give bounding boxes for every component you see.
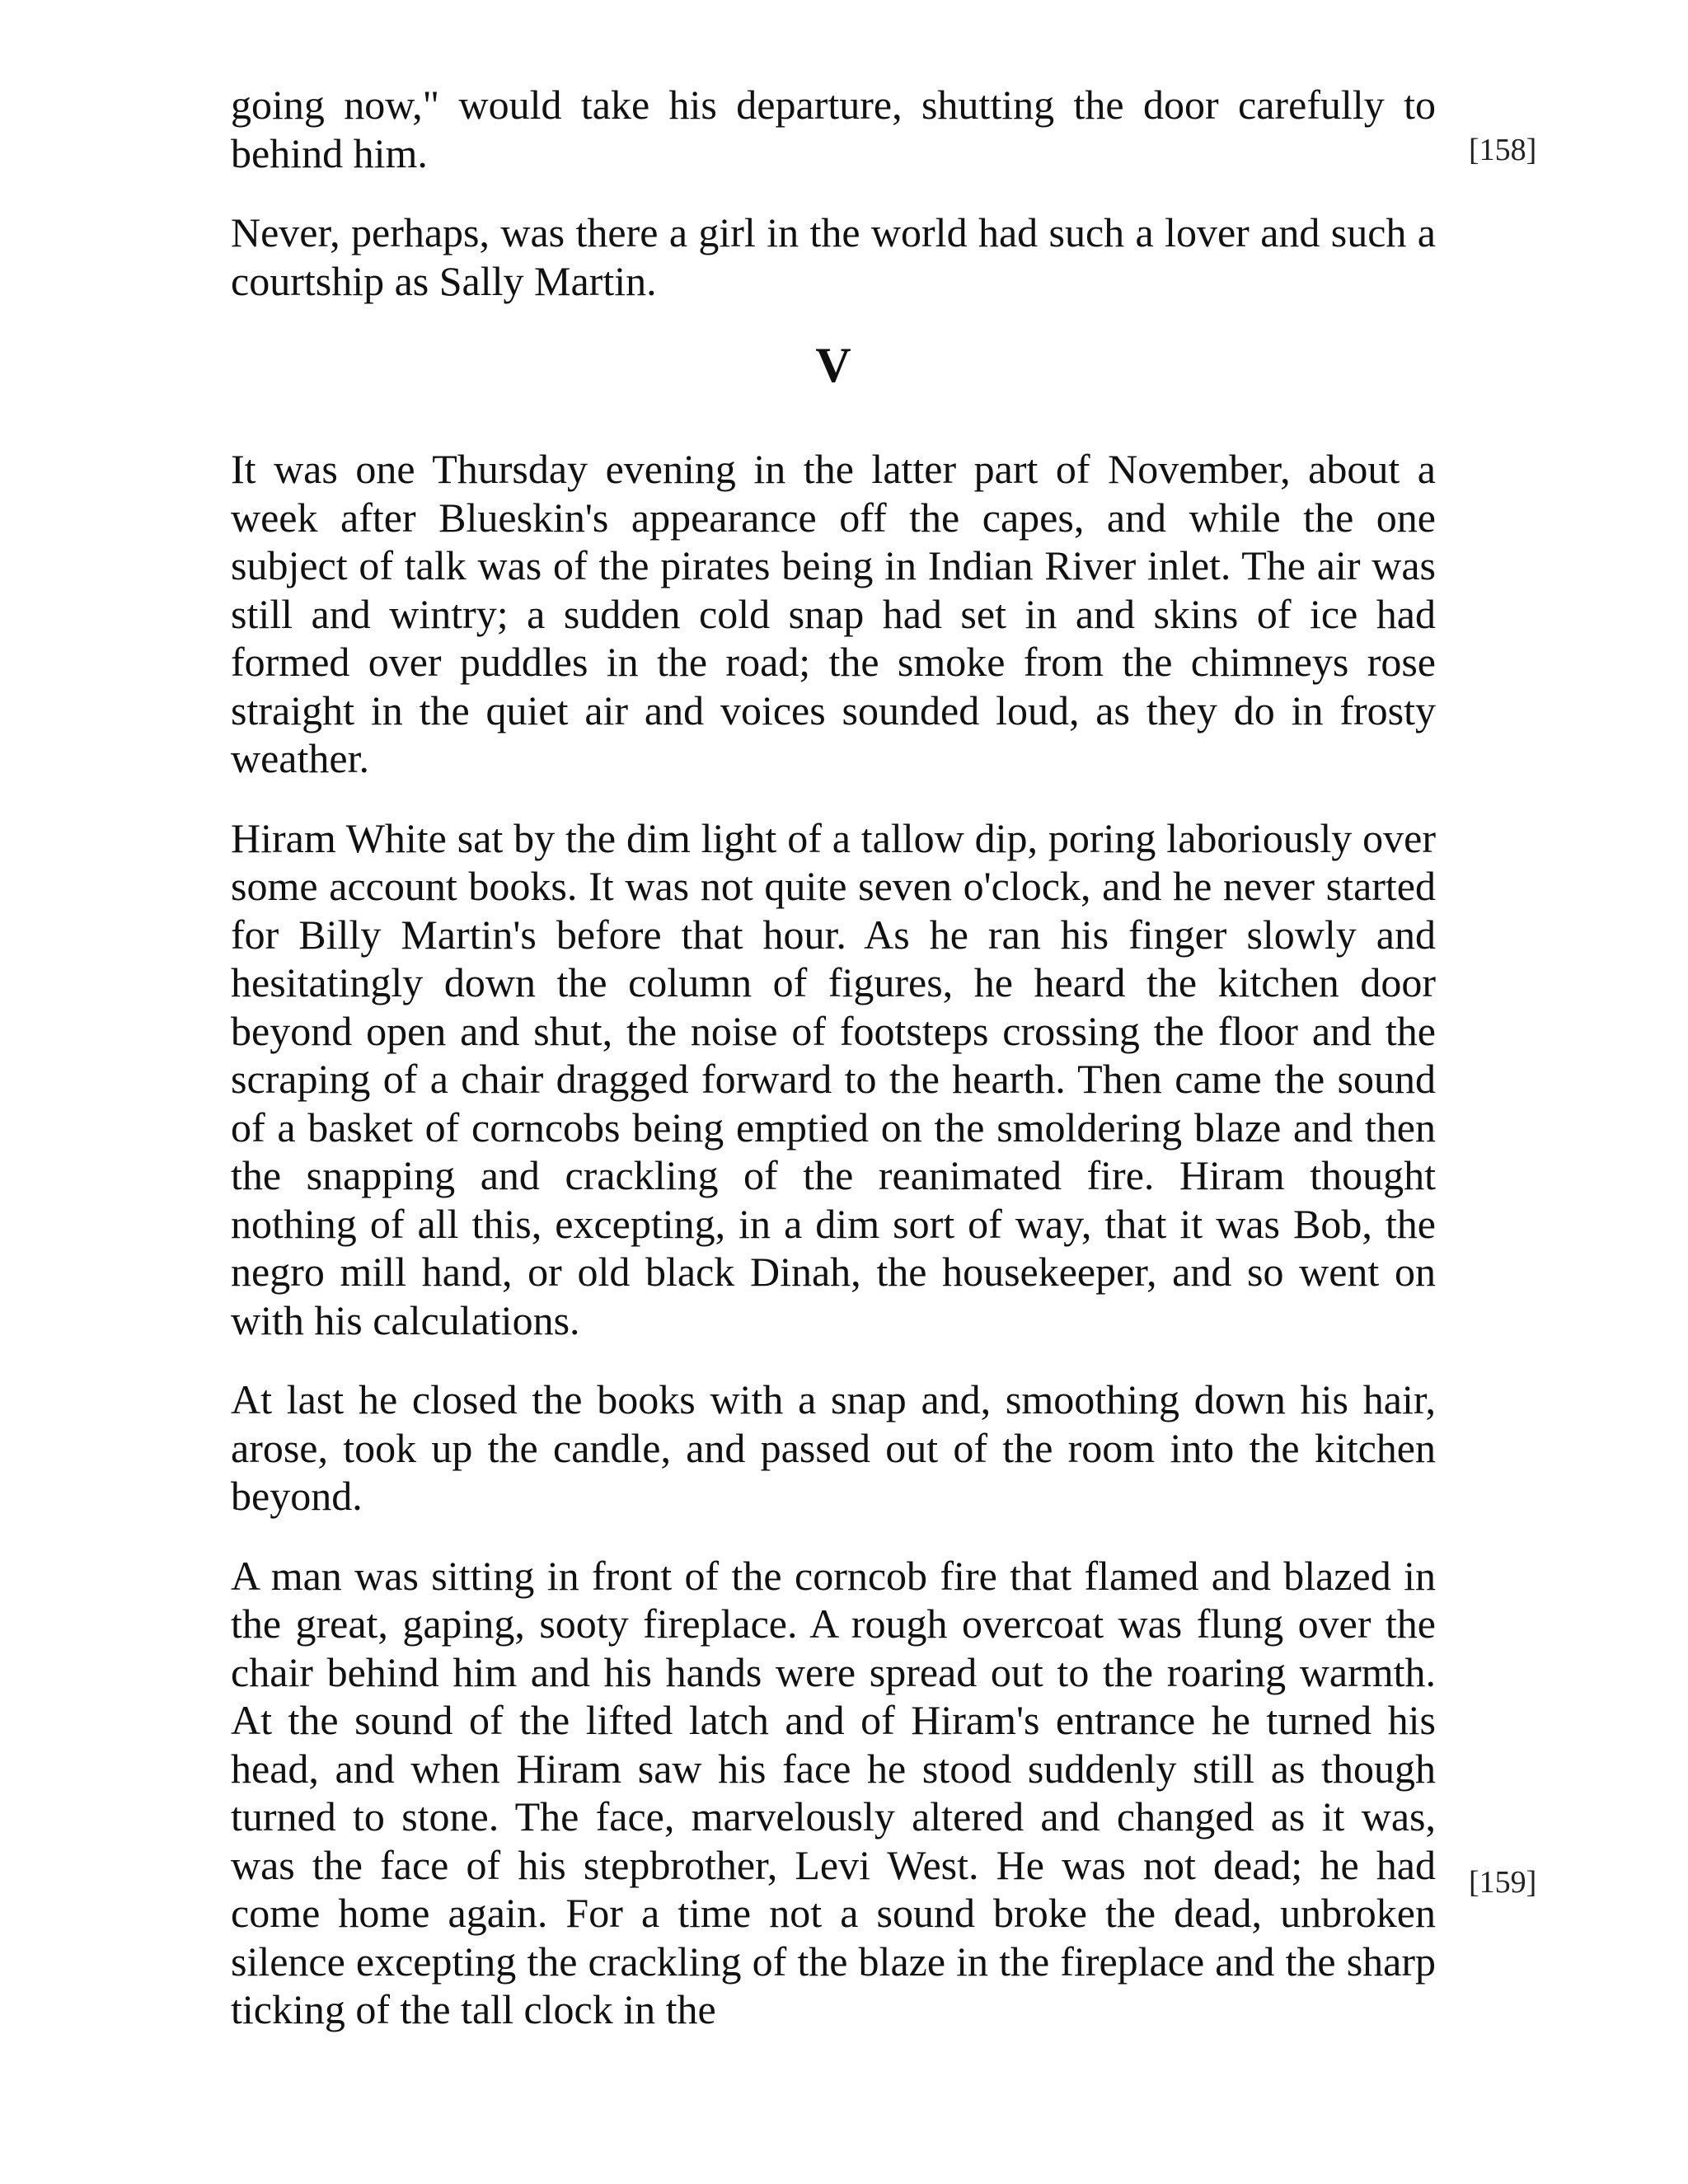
page-number-159: [159]	[1469, 1865, 1537, 1900]
paragraph-4: Hiram White sat by the dim light of a tallow dip, poring laboriously over some account books. It was not quite seven o'clock, and he never started for Billy Martin's before that hour. As he ran his finger slowly and hesitatingly down the column of figures, he heard the kitchen door beyond open and shut, the noise of footsteps crossing the floor and the scraping of a chair dragged forward to the hearth. Then came the sound of a basket of corncobs being emptied on the smoldering blaze and then the snapping and crackling of the reanimated fire. Hiram thought nothing of all this, excepting, in a dim sort of way, that it was Bob, the negro mill hand, or old black Dinah, the housekeeper, and so went on with his calculations.	[231, 814, 1436, 1343]
paragraph-5: At last he closed the books with a snap and, smoothing down his hair, arose, took up the candle, and passed out of the room into the kitchen beyond.	[231, 1376, 1436, 1519]
paragraph-3: It was one Thursday evening in the latter part of November, about a week after Blueskin's appearance off the capes, and while the one subject of talk was of the pirates being in Indian River inlet. The air was still and wintry; a sudden cold snap had set in and skins of ice had formed over puddles in the road; the smoke from the chimneys rose straight in the quiet air and voices sounded loud, as they do in frosty weather.	[231, 446, 1436, 781]
page-text	[231, 81, 1436, 2065]
paragraph-2: Never, perhaps, was there a girl in the world had such a lover and such a courtship as Sally Martin.	[231, 209, 1436, 304]
paragraph-1: going now," would take his departure, shutting the door carefully to behind him.	[231, 82, 1436, 176]
page-number-158: [158]	[1469, 133, 1537, 167]
chapter-heading: V	[815, 338, 851, 392]
paragraph-6: A man was sitting in front of the corncob fire that flamed and blazed in the great, gaping, sooty fireplace. A rough overcoat was flung over the chair behind him and his hands were spread out to the roaring warmth. At the sound of the lifted latch and of Hiram's entrance he turned his head, and when Hiram saw his face he stood suddenly still as though turned to stone. The face, marvelously altered and changed as it was, was the face of his stepbrother, Levi West. He was not dead; he had come home again. For a time not a sound broke the dead, unbroken silence excepting the crackling of the blaze in the fireplace and the sharp ticking of the tall clock in the	[231, 1552, 1436, 2032]
